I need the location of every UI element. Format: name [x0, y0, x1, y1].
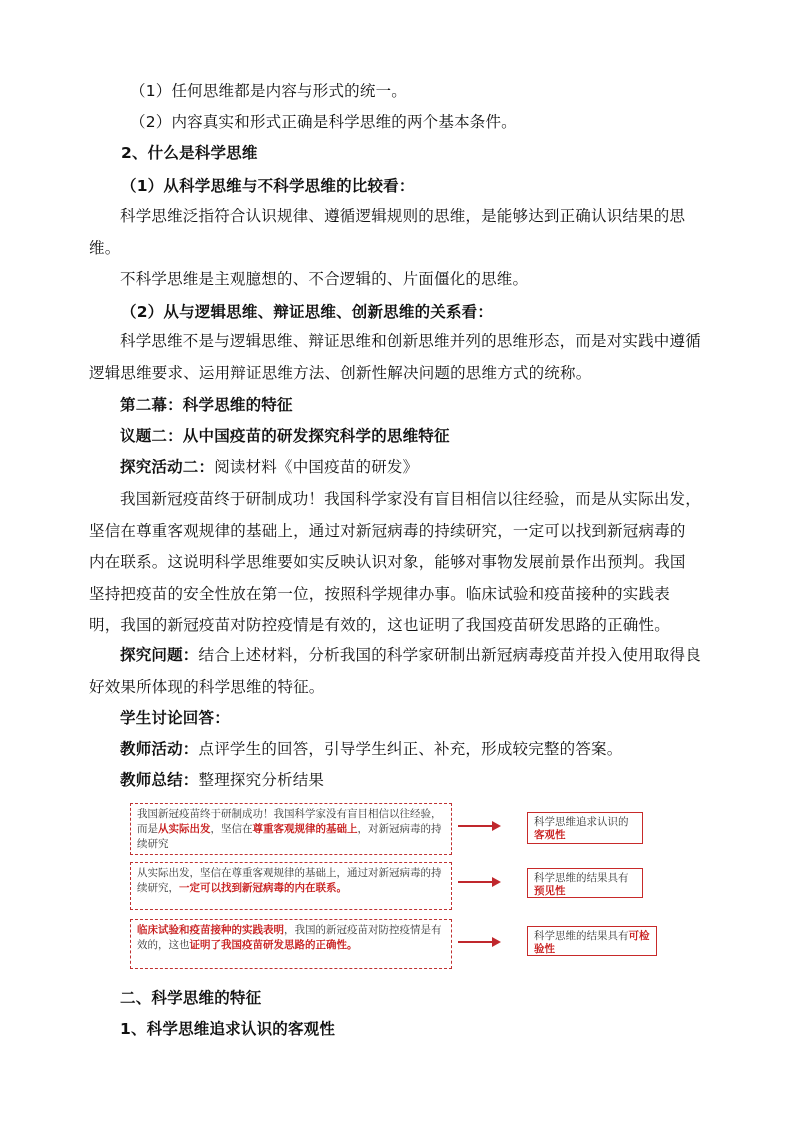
figure-text: 科学思维的结果具有	[534, 872, 629, 884]
inquiry-activity-label: 探究活动二：	[120, 458, 215, 476]
figure-highlight: 临床试验和疫苗接种的实践表明	[137, 924, 284, 936]
summary-figure	[130, 800, 660, 970]
figure-highlight: 证明了我国疫苗研发思路的正确性。	[189, 939, 358, 951]
paragraph-relation: 科学思维不是与逻辑思维、辩证思维和创新思维并列的思维形态，而是对实践中遵循逻辑思维要求、运用辩证思维方法、创新性解决问题的思维方式的统称。	[89, 332, 701, 382]
teacher-summary-label: 教师总结：	[120, 771, 199, 789]
figure-source-box-1	[130, 803, 452, 855]
text-line-1: （1）任何思维都是内容与形式的统一。	[130, 82, 407, 100]
teacher-activity-text: 点评学生的回答，引导学生纠正、补充，形成较完整的答案。	[198, 740, 623, 758]
figure-text: 从实际出发，坚信在尊重客观规律的基础上，通过对新冠病毒的持续研究，	[137, 867, 442, 894]
arrow-right-icon	[456, 874, 502, 890]
subheading-relation: （2）从与逻辑思维、辩证思维、创新思维的关系看：	[121, 303, 494, 321]
figure-source-box-3	[130, 919, 452, 969]
figure-highlight: 可检验性	[534, 930, 650, 955]
figure-text: ，坚信在	[210, 823, 253, 835]
teacher-activity-label: 教师活动：	[120, 740, 199, 758]
arrow-right-icon	[456, 934, 502, 950]
figure-result-box-verifiability	[527, 926, 657, 956]
figure-highlight: 一定可以找到新冠病毒的内在联系。	[179, 882, 347, 894]
figure-highlight: 客观性	[534, 829, 566, 841]
figure-highlight: 从实际出发	[158, 823, 211, 835]
figure-text: 科学思维追求认识的	[534, 816, 629, 828]
figure-text: ，我国的新冠疫苗对防控疫情是有效的，这也	[137, 924, 442, 951]
topic-two-title: 议题二：从中国疫苗的研发探究科学的思维特征	[120, 427, 450, 445]
inquiry-activity-line	[120, 452, 418, 483]
inquiry-question-paragraph	[89, 640, 701, 703]
arrow-right-icon	[456, 818, 502, 834]
subheading-comparison: （1）从科学思维与不科学思维的比较看：	[121, 177, 415, 195]
figure-text: 科学思维的结果具有	[534, 930, 629, 942]
text-line-2: （2）内容真实和形式正确是科学思维的两个基本条件。	[130, 113, 517, 131]
paragraph-definition: 科学思维泛指符合认识规律、遵循逻辑规则的思维，是能够达到正确认识结果的思维。	[89, 207, 686, 257]
figure-result-box-objectivity	[527, 812, 643, 844]
figure-result-box-predictability	[527, 868, 643, 898]
teacher-activity-line	[120, 734, 622, 765]
figure-highlight: 预见性	[534, 885, 566, 897]
heading-what-is-scientific-thinking: 2、什么是科学思维	[121, 144, 258, 162]
figure-text: ，对新冠病毒的持续研究	[137, 823, 442, 850]
subsection-objectivity-heading: 1、科学思维追求认识的客观性	[120, 1020, 336, 1038]
student-discussion-label: 学生讨论回答：	[120, 709, 230, 727]
paragraph-vaccine-material: 我国新冠疫苗终于研制成功！我国科学家没有盲目相信以往经验，而是从实际出发，坚信在尊重客观规律的基础上，通过对新冠病毒的持续研究，一定可以找到新冠病毒的内在联系。这说明科学思维要如实反映认识对象，能够对事物发展前景作出预判。我国坚持把疫苗的安全性放在第一位，按照科学规律办事。临床试验和疫苗接种的实践表明，我国的新冠疫苗对防控疫情是有效的，这也证明了我国疫苗研发思路的正确性。	[89, 490, 701, 634]
inquiry-activity-text: 阅读材料《中国疫苗的研发》	[214, 458, 419, 476]
teacher-summary-line	[120, 765, 324, 796]
section-two-heading: 二、科学思维的特征	[120, 989, 262, 1007]
figure-highlight: 尊重客观规律的基础上	[252, 823, 358, 835]
inquiry-question-text: 结合上述材料，分析我国的科学家研制出新冠病毒疫苗并投入使用取得良好效果所体现的科学思维的特征。	[89, 646, 701, 696]
figure-source-box-2	[130, 862, 452, 910]
teacher-summary-text: 整理探究分析结果	[198, 771, 325, 789]
figure-text: 我国新冠疫苗终于研制成功！我国科学家没有盲目相信以往经验，而是	[137, 808, 442, 835]
inquiry-question-label: 探究问题：	[120, 646, 199, 664]
act-two-title: 第二幕：科学思维的特征	[120, 396, 293, 414]
paragraph-unscientific: 不科学思维是主观臆想的、不合逻辑的、片面僵化的思维。	[120, 270, 529, 288]
